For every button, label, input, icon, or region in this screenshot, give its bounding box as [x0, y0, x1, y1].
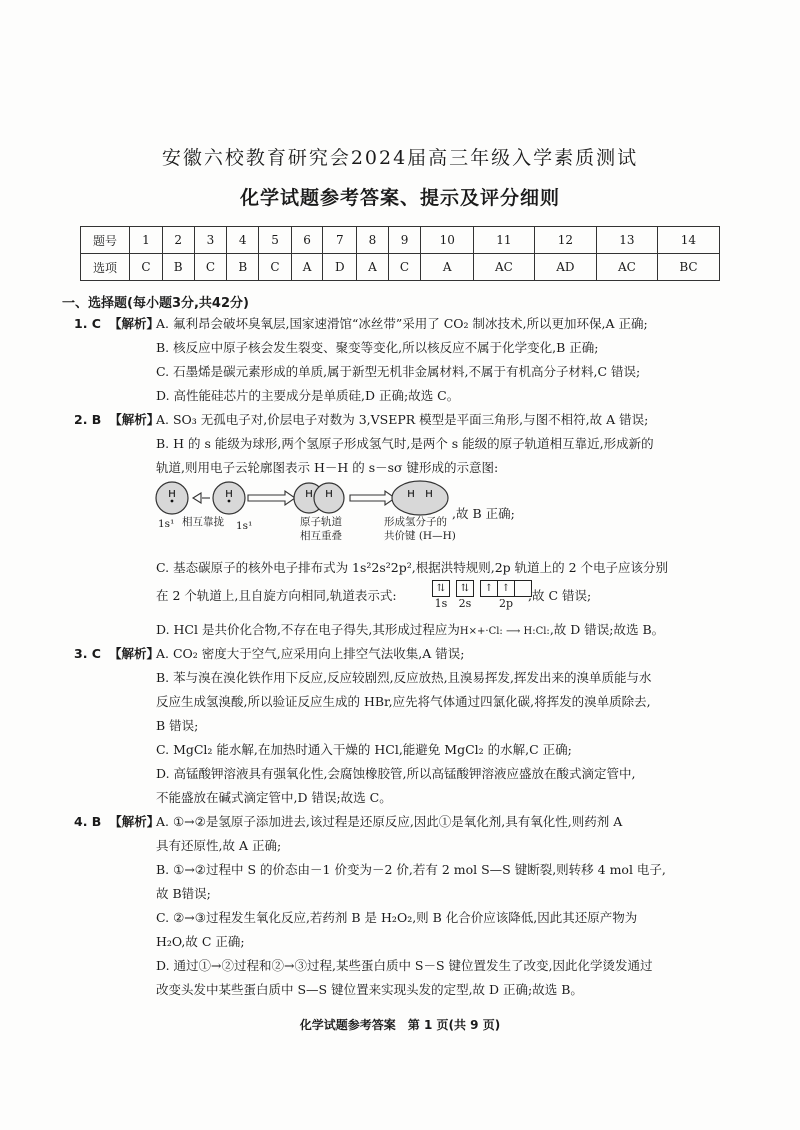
orbital-box: ↑ — [480, 580, 498, 597]
orbital-box: ⇅ — [456, 580, 474, 597]
table-cell: B — [227, 254, 259, 281]
explanation-line: A. 氟利昂会破坏臭氧层,国家速滑馆“冰丝带”采用了 CO₂ 制冰技术,所以更加环保,A 正确; — [156, 316, 648, 331]
analysis-tag: 【解析】 — [109, 814, 160, 829]
question-2-header — [74, 412, 159, 428]
explanation-line: 轨道,则用电子云轮廓图表示 H－H 的 s－sσ 键形成的示意图: — [156, 460, 499, 475]
table-cell: AC — [597, 254, 658, 281]
question-number: 4. B — [74, 814, 102, 829]
table-cell: 6 — [291, 227, 322, 254]
explanation-line: ,故 C 错误; — [528, 588, 592, 603]
table-cell: AC — [473, 254, 534, 281]
h-atom-label: H — [305, 489, 313, 500]
explanation-line: B. H 的 s 能级为球形,两个氢原子形成氢气时,是两个 s 能级的原子轨道相互靠近,形成新的 — [156, 436, 654, 451]
table-cell: C — [388, 254, 421, 281]
explanation-line: 改变头发中某些蛋白质中 S—S 键位置来实现头发的定型,故 D 正确;故选 B。 — [156, 982, 583, 997]
diagram-label: 1s¹ — [158, 518, 175, 530]
arrow-right-icon — [248, 491, 295, 505]
table-cell: 3 — [194, 227, 227, 254]
question-number: 3. C — [74, 646, 101, 661]
explanation-line: D. 通过①→②过程和②→③过程,某些蛋白质中 S－S 键位置发生了改变,因此化学烫发通过 — [156, 958, 653, 973]
explanation-line: C. MgCl₂ 能水解,在加热时通入干燥的 HCl,能避免 MgCl₂ 的水解,C 正确; — [156, 742, 572, 757]
explanation-line: 不能盛放在碱式滴定管中,D 错误;故选 C。 — [156, 790, 392, 805]
explanation-line: C. ②→③过程发生氧化反应,若药剂 B 是 H₂O₂,则 B 化合价应该降低,因此其还原产物为 — [156, 910, 638, 925]
diagram-label: 原子轨道 — [300, 516, 342, 528]
table-cell: A — [357, 254, 388, 281]
explanation-text: ,故 D 错误;故选 B。 — [549, 622, 665, 637]
table-cell: A — [291, 254, 322, 281]
orbital-label: 2p — [498, 597, 514, 610]
orbital-label: 2s — [458, 597, 472, 610]
explanation-line: A. CO₂ 密度大于空气,应采用向上排空气法收集,A 错误; — [156, 646, 465, 661]
page-title: 安徽六校教育研究会2024届高三年级入学素质测试 — [161, 147, 639, 169]
explanation-line: C. 石墨烯是碳元素形成的单质,属于新型无机非金属材料,不属于有机高分子材料,C 错误; — [156, 364, 641, 379]
question-1-header — [74, 316, 159, 332]
explanation-line: D. 高性能硅芯片的主要成分是单质硅,D 正确;故选 C。 — [156, 388, 460, 403]
table-cell: BC — [657, 254, 719, 281]
table-cell: A — [421, 254, 474, 281]
orbital-box: ↑ — [498, 580, 515, 597]
explanation-line: ,故 B 正确; — [452, 506, 515, 521]
table-cell: 5 — [259, 227, 292, 254]
explanation-line: 反应生成氢溴酸,所以验证反应生成的 HBr,应先将气体通过四氯化碳,将挥发的溴单质除去, — [156, 694, 651, 709]
orbital-diagram — [432, 580, 532, 610]
analysis-tag: 【解析】 — [108, 316, 159, 331]
orbital-box: ⇅ — [432, 580, 450, 597]
orbital-label: 1s — [434, 597, 448, 610]
h-atom-label: H — [425, 489, 433, 500]
explanation-line: A. SO₃ 无孤电子对,价层电子对数为 3,VSEPR 模型是平面三角形,与图不相符,故 A 错误; — [156, 412, 649, 427]
explanation-line — [156, 622, 664, 640]
question-number: 2. B — [74, 412, 102, 427]
analysis-tag: 【解析】 — [109, 412, 160, 427]
table-row-answers — [81, 254, 720, 281]
table-cell: B — [162, 254, 194, 281]
question-4-header — [74, 814, 159, 830]
section-heading: 一、选择题(每小题3分,共42分) — [62, 296, 249, 311]
explanation-line: C. 基态碳原子的核外电子排布式为 1s²2s²2p²,根据洪特规则,2p 轨道上的 2 个电子应该分别 — [156, 560, 669, 575]
table-cell: 11 — [473, 227, 534, 254]
page-footer: 化学试题参考答案 第 1 页(共 9 页) — [299, 1018, 501, 1032]
explanation-line: B. ①→②过程中 S 的价态由－1 价变为－2 价,若有 2 mol S—S 键断裂,则转移 4 mol 电子, — [156, 862, 666, 877]
diagram-label: 形成氢分子的 — [384, 516, 447, 528]
h2-molecule-orbital — [392, 481, 448, 515]
diagram-label: 相互靠拢 — [182, 516, 224, 528]
table-cell: C — [194, 254, 227, 281]
table-cell: 9 — [388, 227, 421, 254]
explanation-line: H₂O,故 C 正确; — [156, 934, 245, 949]
table-cell: 12 — [534, 227, 596, 254]
h-atom-label: H — [225, 489, 233, 500]
table-header-answer: 选项 — [81, 254, 130, 281]
table-cell: C — [259, 254, 292, 281]
table-header-number: 题号 — [81, 227, 130, 254]
explanation-line: 故 B错误; — [156, 886, 211, 901]
table-cell: 1 — [130, 227, 163, 254]
explanation-line: B. 苯与溴在溴化铁作用下反应,反应较剧烈,反应放热,且溴易挥发,挥发出来的溴单质能与水 — [156, 670, 652, 685]
page-subtitle: 化学试题参考答案、提示及评分细则 — [239, 187, 560, 209]
table-cell: C — [130, 254, 163, 281]
hcl-formation-formula: H×+·Cl: ⟶ H:Cl: — [459, 626, 550, 637]
table-row-numbers — [81, 227, 720, 254]
arrow-right-icon — [350, 491, 395, 505]
table-cell: 2 — [162, 227, 194, 254]
diagram-label: 相互重叠 — [300, 530, 342, 542]
explanation-line: A. ①→②是氢原子添加进去,该过程是还原反应,因此①是氧化剂,具有氧化性,则药剂 A — [156, 814, 623, 829]
arrow-left-icon — [193, 493, 201, 503]
analysis-tag: 【解析】 — [108, 646, 159, 661]
table-cell: 8 — [357, 227, 388, 254]
question-number: 1. C — [74, 316, 101, 331]
answer-table — [80, 226, 720, 281]
table-cell: 14 — [657, 227, 719, 254]
diagram-label: 共价键 (H—H) — [384, 530, 456, 542]
table-cell: D — [323, 254, 357, 281]
explanation-text: D. HCl 是共价化合物,不存在电子得失,其形成过程应为 — [156, 622, 460, 637]
explanation-line: 具有还原性,故 A 正确; — [156, 838, 282, 853]
table-cell: 7 — [323, 227, 357, 254]
explanation-line: B. 核反应中原子核会发生裂变、聚变等变化,所以核反应不属于化学变化,B 正确; — [156, 340, 599, 355]
h-atom-label: H — [168, 489, 176, 500]
h-atom-label: H — [407, 489, 415, 500]
diagram-label: 1s¹ — [236, 520, 253, 532]
h-atom-label: H — [325, 489, 333, 500]
question-3-header — [74, 646, 159, 662]
table-cell: 13 — [597, 227, 658, 254]
explanation-line: D. 高锰酸钾溶液具有强氧化性,会腐蚀橡胶管,所以高锰酸钾溶液应盛放在酸式滴定管中, — [156, 766, 636, 781]
table-cell: AD — [534, 254, 596, 281]
explanation-line: 在 2 个轨道上,且自旋方向相同,轨道表示式: — [156, 588, 397, 603]
explanation-line: B 错误; — [156, 718, 199, 733]
table-cell: 4 — [227, 227, 259, 254]
table-cell: 10 — [421, 227, 474, 254]
